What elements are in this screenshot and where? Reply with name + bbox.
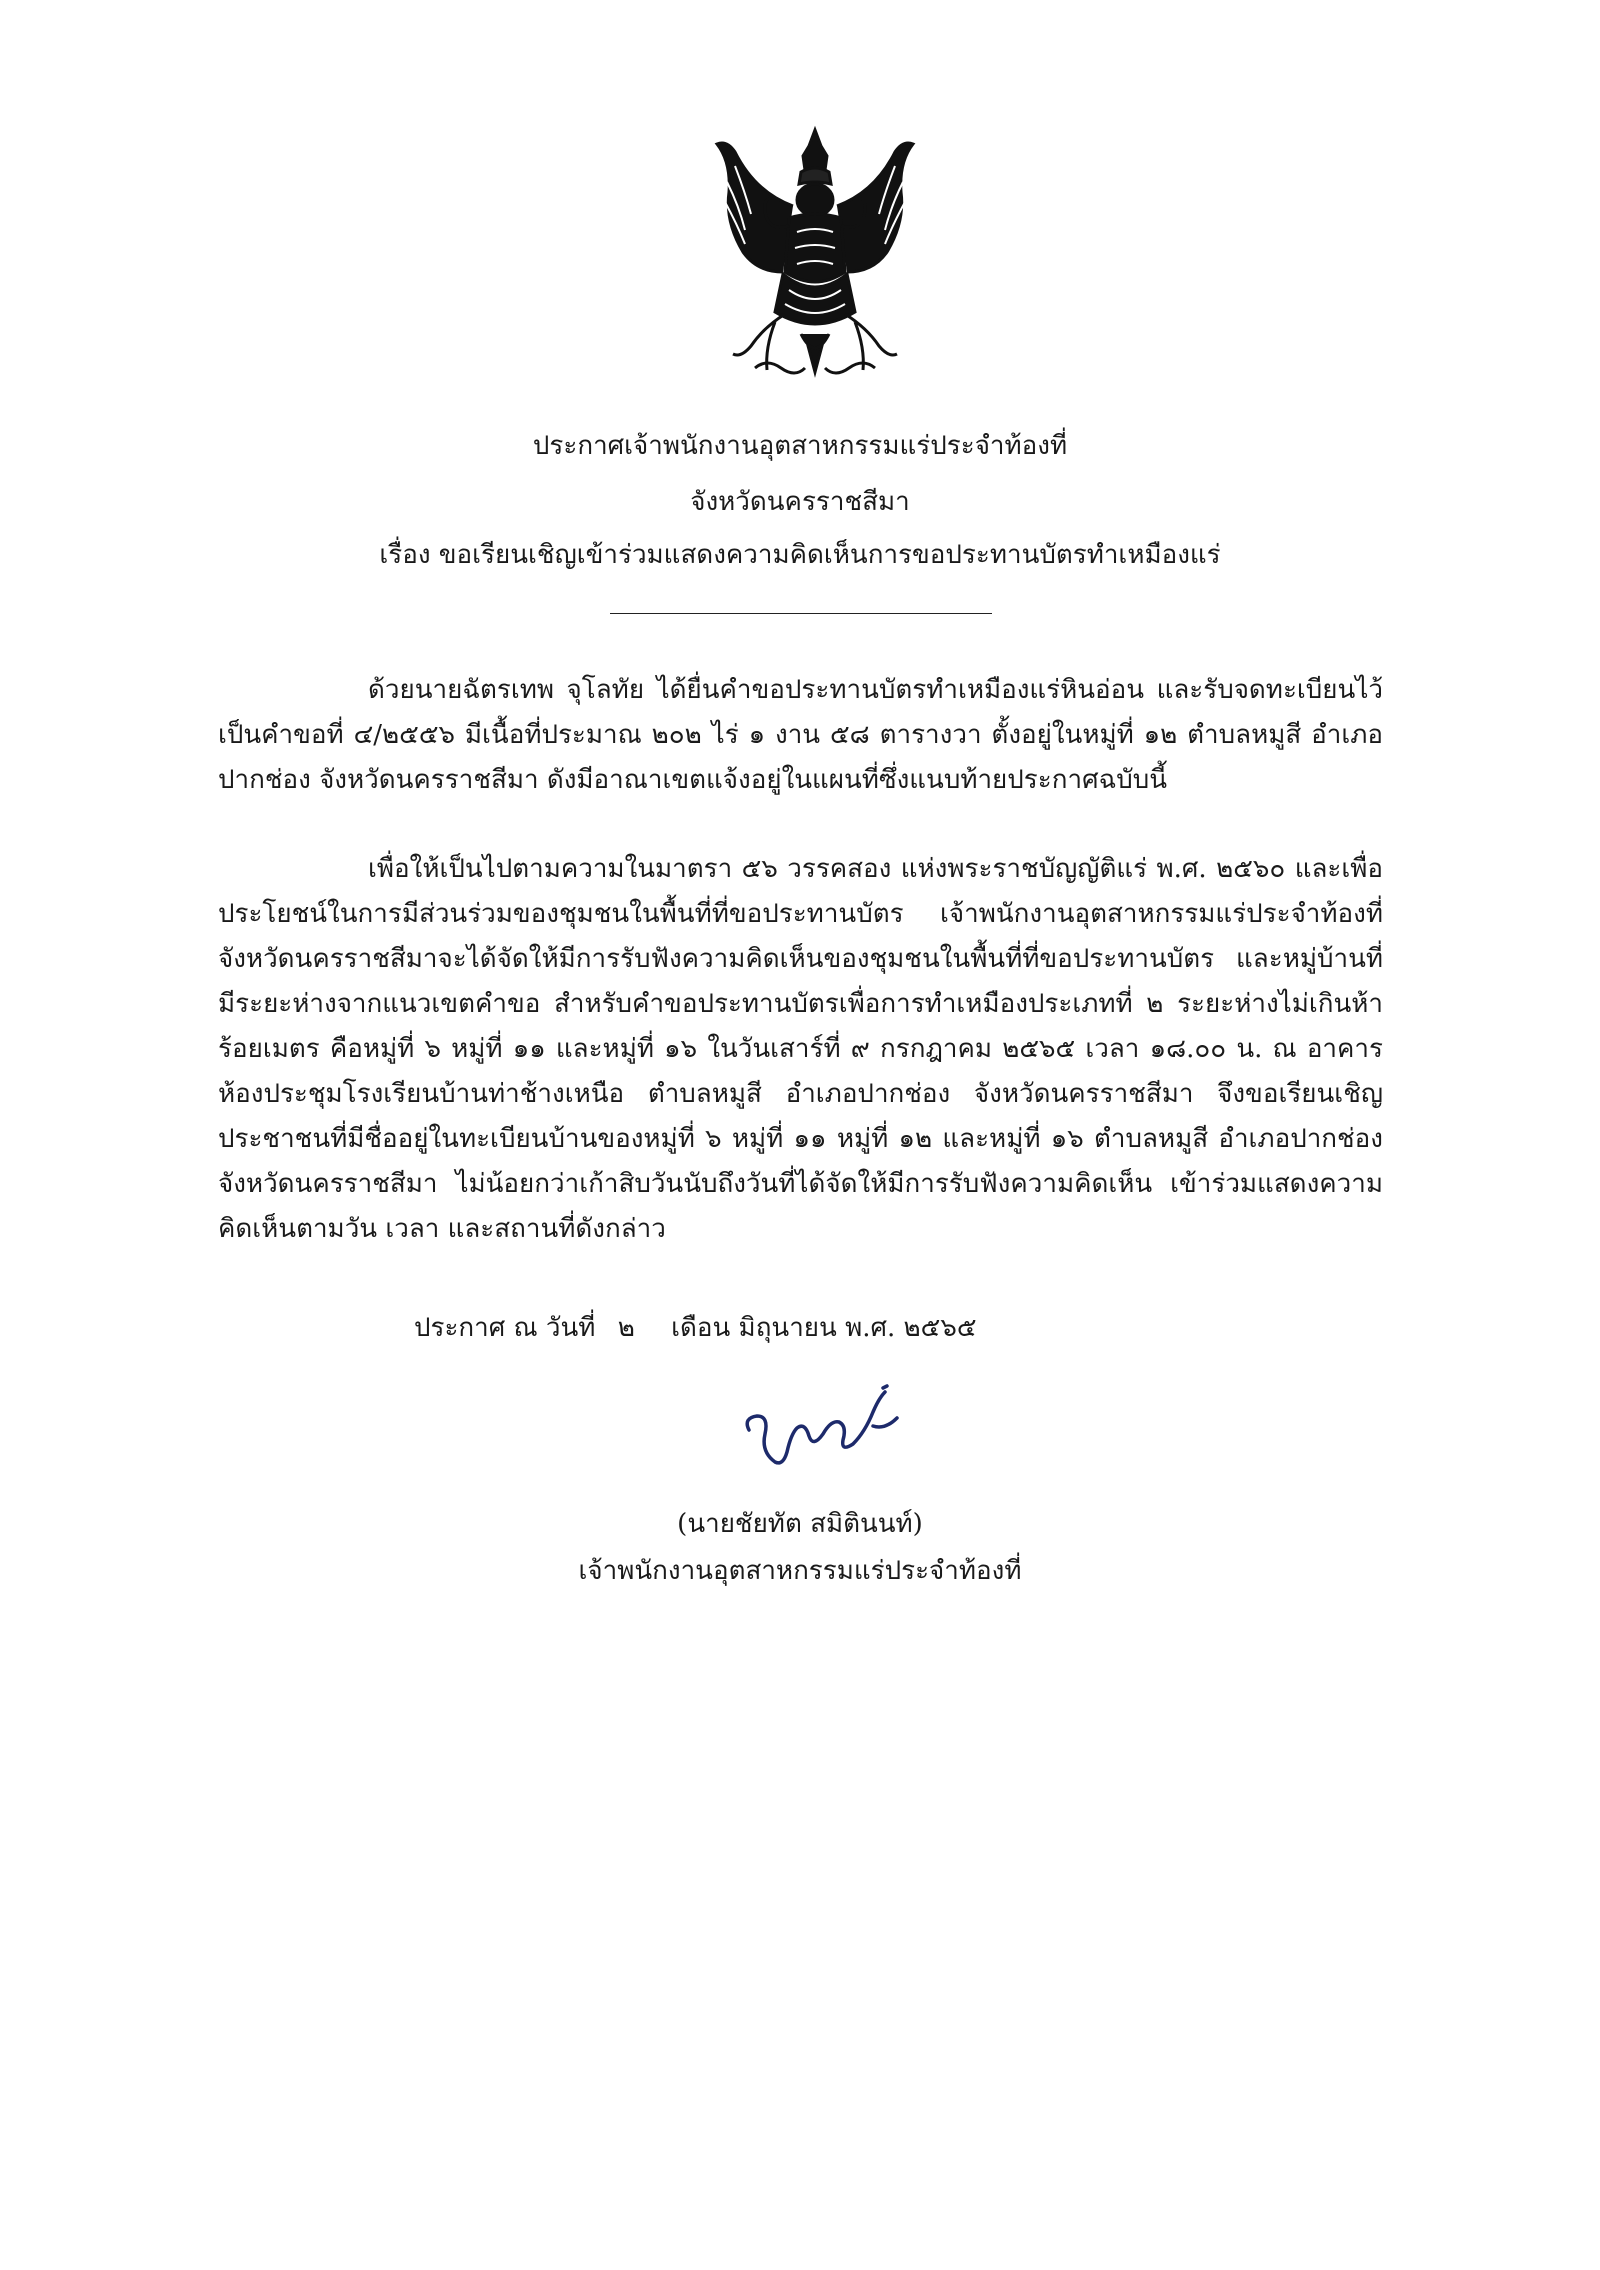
body-paragraph-1: ด้วยนายฉัตรเทพ จุโลทัย ได้ยื่นคำขอประทานบัตรทำเหมืองแร่หินอ่อน และรับจดทะเบียนไว้เป็นคำขอที่ ๔/๒๕๕๖ มีเนื้อที่ประมาณ ๒๐๒ ไร่ ๑ งาน ๕๘ ตารางวา ตั้งอยู่ในหมู่ที่ ๑๒ ตำบลหมูสี อำเภอปากช่อง จังหวัดนครราชสีมา ดังมีอาณาเขตแจ้งอยู่ในแผนที่ซึ่งแนบท้ายประกาศฉบับนี้ bbox=[218, 675, 1383, 795]
announcement-title: ประกาศเจ้าพนักงานอุตสาหกรรมแร่ประจำท้องที่ bbox=[532, 431, 1068, 461]
garuda-emblem-icon bbox=[705, 122, 925, 387]
handwritten-signature-icon bbox=[735, 1382, 915, 1477]
heading-divider bbox=[610, 613, 992, 614]
date-month-year: เดือน มิถุนายน พ.ศ. ๒๕๖๕ bbox=[671, 1313, 977, 1343]
subject-line: เรื่อง ขอเรียนเชิญเข้าร่วมแสดงความคิดเห็นการขอประทานบัตรทำเหมืองแร่ bbox=[379, 540, 1221, 570]
announcement-date bbox=[414, 1307, 977, 1349]
province-line: จังหวัดนครราชสีมา bbox=[690, 487, 910, 517]
signer-name: (นายชัยทัต สมิตินนท์) bbox=[677, 1509, 923, 1539]
body-paragraph-2: เพื่อให้เป็นไปตามความในมาตรา ๕๖ วรรคสอง แห่งพระราชบัญญัติแร่ พ.ศ. ๒๕๖๐ และเพื่อประโยชน์ในการมีส่วนร่วมของชุมชนในพื้นที่ที่ขอประทานบัตร เจ้าพนักงานอุตสาหกรรมแร่ประจำท้องที่จังหวัดนครราชสีมาจะได้จัดให้มีการรับฟังความคิดเห็นของชุมชนในพื้นที่ที่ขอประทานบัตร และหมู่บ้านที่มีระยะห่างจากแนวเขตคำขอ สำหรับคำขอประทานบัตรเพื่อการทำเหมืองประเภทที่ ๒ ระยะห่างไม่เกินห้าร้อยเมตร คือหมู่ที่ ๖ หมู่ที่ ๑๑ และหมู่ที่ ๑๖ ในวันเสาร์ที่ ๙ กรกฎาคม ๒๕๖๕ เวลา ๑๘.๐๐ น. ณ อาคารห้องประชุมโรงเรียนบ้านท่าช้างเหนือ ตำบลหมูสี อำเภอปากช่อง จังหวัดนครราชสีมา จึงขอเรียนเชิญประชาชนที่มีชื่ออยู่ในทะเบียนบ้านของหมู่ที่ ๖ หมู่ที่ ๑๑ หมู่ที่ ๑๒ และหมู่ที่ ๑๖ ตำบลหมูสี อำเภอปากช่อง จังหวัดนครราชสีมา ไม่น้อยกว่าเก้าสิบวันนับถึงวันที่ได้จัดให้มีการรับฟังความคิดเห็น เข้าร่วมแสดงความคิดเห็นตามวัน เวลา และสถานที่ดังกล่าว bbox=[218, 854, 1383, 1244]
date-day: ๒ bbox=[617, 1313, 635, 1343]
date-prefix: ประกาศ ณ วันที่ bbox=[414, 1313, 596, 1343]
signer-title: เจ้าพนักงานอุตสาหกรรมแร่ประจำท้องที่ bbox=[578, 1556, 1022, 1586]
